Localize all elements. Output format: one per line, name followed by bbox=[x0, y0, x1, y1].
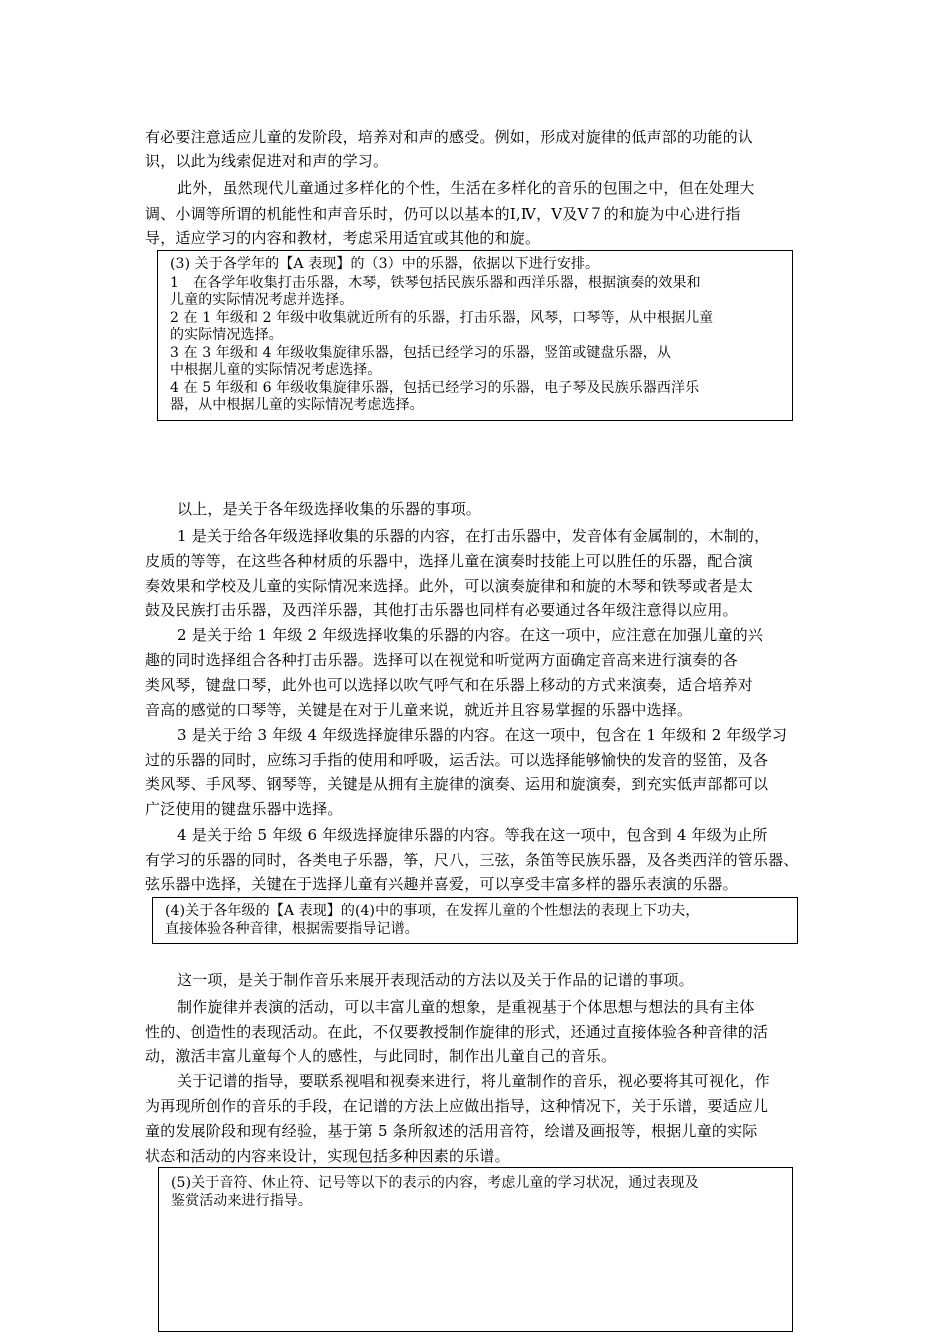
text-line: 调、小调等所谓的机能性和声音乐时，仍可以以基本的Ⅰ,Ⅳ，Ⅴ及Ⅴ７的和旋为中心进行指 bbox=[145, 205, 741, 223]
text-line: 类风琴、手风琴、钢琴等，关键是从拥有主旋律的演奏、运用和旋演奏，到充实低声部都可以 bbox=[145, 775, 769, 793]
text-line: 状态和活动的内容来设计，实现包括多种因素的乐谱。 bbox=[145, 1147, 510, 1165]
text-line: 动，激活丰富儿童每个人的感性，与此同时，制作出儿童自己的音乐。 bbox=[145, 1047, 617, 1065]
box-line: 4 在 5 年级和 6 年级收集旋律乐器，包括已经学习的乐器，电子琴及民族乐器西洋乐 bbox=[170, 380, 700, 396]
text-line: 类风琴，键盘口琴，此外也可以选择以吹气呼气和在乐器上移动的方式来演奏，适合培养对 bbox=[145, 676, 754, 694]
text-line: 3 是关于给 3 年级 4 年级选择旋律乐器的内容。在这一项中，包含在 1 年级和 2 年级学习 bbox=[177, 726, 788, 744]
box-line: (5)关于音符、休止符、记号等以下的表示的内容，考虑儿童的学习状况，通过表现及 bbox=[171, 1175, 699, 1191]
box-line: 2 在 1 年级和 2 年级中收集就近所有的乐器，打击乐器，风琴，口琴等，从中根据儿童 bbox=[170, 310, 714, 326]
text-line: 这一项，是关于制作音乐来展开表现活动的方法以及关于作品的记谱的事项。 bbox=[177, 971, 694, 989]
text-line: 广泛使用的键盘乐器中选择。 bbox=[145, 800, 343, 818]
text-line: 导，适应学习的内容和教材，考虑采用适宜或其他的和旋。 bbox=[145, 229, 541, 247]
box-line: 中根据儿童的实际情况考虑选择。 bbox=[170, 362, 382, 378]
box-line: 器，从中根据儿童的实际情况考虑选择。 bbox=[170, 397, 424, 413]
text-line: 趣的同时选择组合各种打击乐器。选择可以在视觉和听觉两方面确定音高来进行演奏的各 bbox=[145, 651, 738, 669]
box-line: 直接体验各种音律，根据需要指导记谱。 bbox=[165, 921, 419, 937]
text-line: 制作旋律并表演的活动，可以丰富儿童的想象，是重视基于个体思想与想法的具有主体 bbox=[177, 998, 755, 1016]
text-line: 童的发展阶段和现有经验，基于第 5 条所叙述的活用音符，绘谱及画报等，根据儿童的实际 bbox=[145, 1122, 758, 1140]
text-line: 以上，是关于各年级选择收集的乐器的事项。 bbox=[177, 500, 482, 518]
box-line: 的实际情况选择。 bbox=[170, 327, 283, 343]
text-line: 1 是关于给各年级选择收集的乐器的内容，在打击乐器中，发音体有金属制的，木制的， bbox=[177, 527, 770, 545]
text-line: 为再现所创作的音乐的手段，在记谱的方法上应做出指导，这种情况下，关于乐谱，要适应儿 bbox=[145, 1097, 769, 1115]
text-line: 音高的感觉的口琴等，关键是在对于儿童来说，就近并且容易掌握的乐器中选择。 bbox=[145, 701, 693, 719]
box-line: 鉴赏活动来进行指导。 bbox=[171, 1193, 312, 1209]
text-line: 过的乐器的同时，应练习手指的使用和呼吸，运舌法。可以选择能够愉快的发音的竖笛，及各 bbox=[145, 751, 769, 769]
text-line: 有学习的乐器的同时，各类电子乐器，筝，尺八，三弦，条笛等民族乐器，及各类西洋的管乐器、 bbox=[145, 851, 799, 869]
text-line: 4 是关于给 5 年级 6 年级选择旋律乐器的内容。等我在这一项中，包含到 4 年级为止所 bbox=[177, 826, 768, 844]
text-line: 弦乐器中选择，关键在于选择儿童有兴趣并喜爱，可以享受丰富多样的器乐表演的乐器。 bbox=[145, 875, 738, 893]
text-line: 鼓及民族打击乐器，及西洋乐器，其他打击乐器也同样有必要通过各年级注意得以应用。 bbox=[145, 601, 738, 619]
text-line: 此外，虽然现代儿童通过多样化的个性，生活在多样化的音乐的包围之中，但在处理大 bbox=[177, 179, 755, 197]
text-line: 关于记谱的指导，要联系视唱和视奏来进行，将儿童制作的音乐，视必要将其可视化，作 bbox=[177, 1072, 770, 1090]
text-line: 奏效果和学校及儿童的实际情况来选择。此外，可以演奏旋律和和旋的木琴和铁琴或者是太 bbox=[145, 577, 754, 595]
text-line: 识，以此为线索促进对和声的学习。 bbox=[145, 152, 389, 170]
text-line: 皮质的等等，在这些各种材质的乐器中，选择儿童在演奏时技能上可以胜任的乐器，配合演 bbox=[145, 552, 754, 570]
box-line: 3 在 3 年级和 4 年级收集旋律乐器，包括已经学习的乐器，竖笛或键盘乐器，从 bbox=[170, 345, 671, 361]
text-line: 性的、创造性的表现活动。在此，不仅要教授制作旋律的形式，还通过直接体验各种音律的活 bbox=[145, 1023, 769, 1041]
text-line: 有必要注意适应儿童的发阶段，培养对和声的感受。例如，形成对旋律的低声部的功能的认 bbox=[145, 128, 754, 146]
box-line: (4)关于各年级的【A 表现】的(4)中的事项，在发挥儿童的个性想法的表现上下功夫， bbox=[165, 903, 700, 919]
box-line: 儿童的实际情况考虑并选择。 bbox=[170, 292, 354, 308]
box-line: 1 在各学年收集打击乐器，木琴，铁琴包括民族乐器和西洋乐器，根据演奏的效果和 bbox=[170, 275, 701, 291]
box-line: (3) 关于各学年的【A 表现】的（3）中的乐器，依据以下进行安排。 bbox=[170, 256, 600, 272]
text-line: 2 是关于给 1 年级 2 年级选择收集的乐器的内容。在这一项中，应注意在加强儿童的兴 bbox=[177, 626, 764, 644]
